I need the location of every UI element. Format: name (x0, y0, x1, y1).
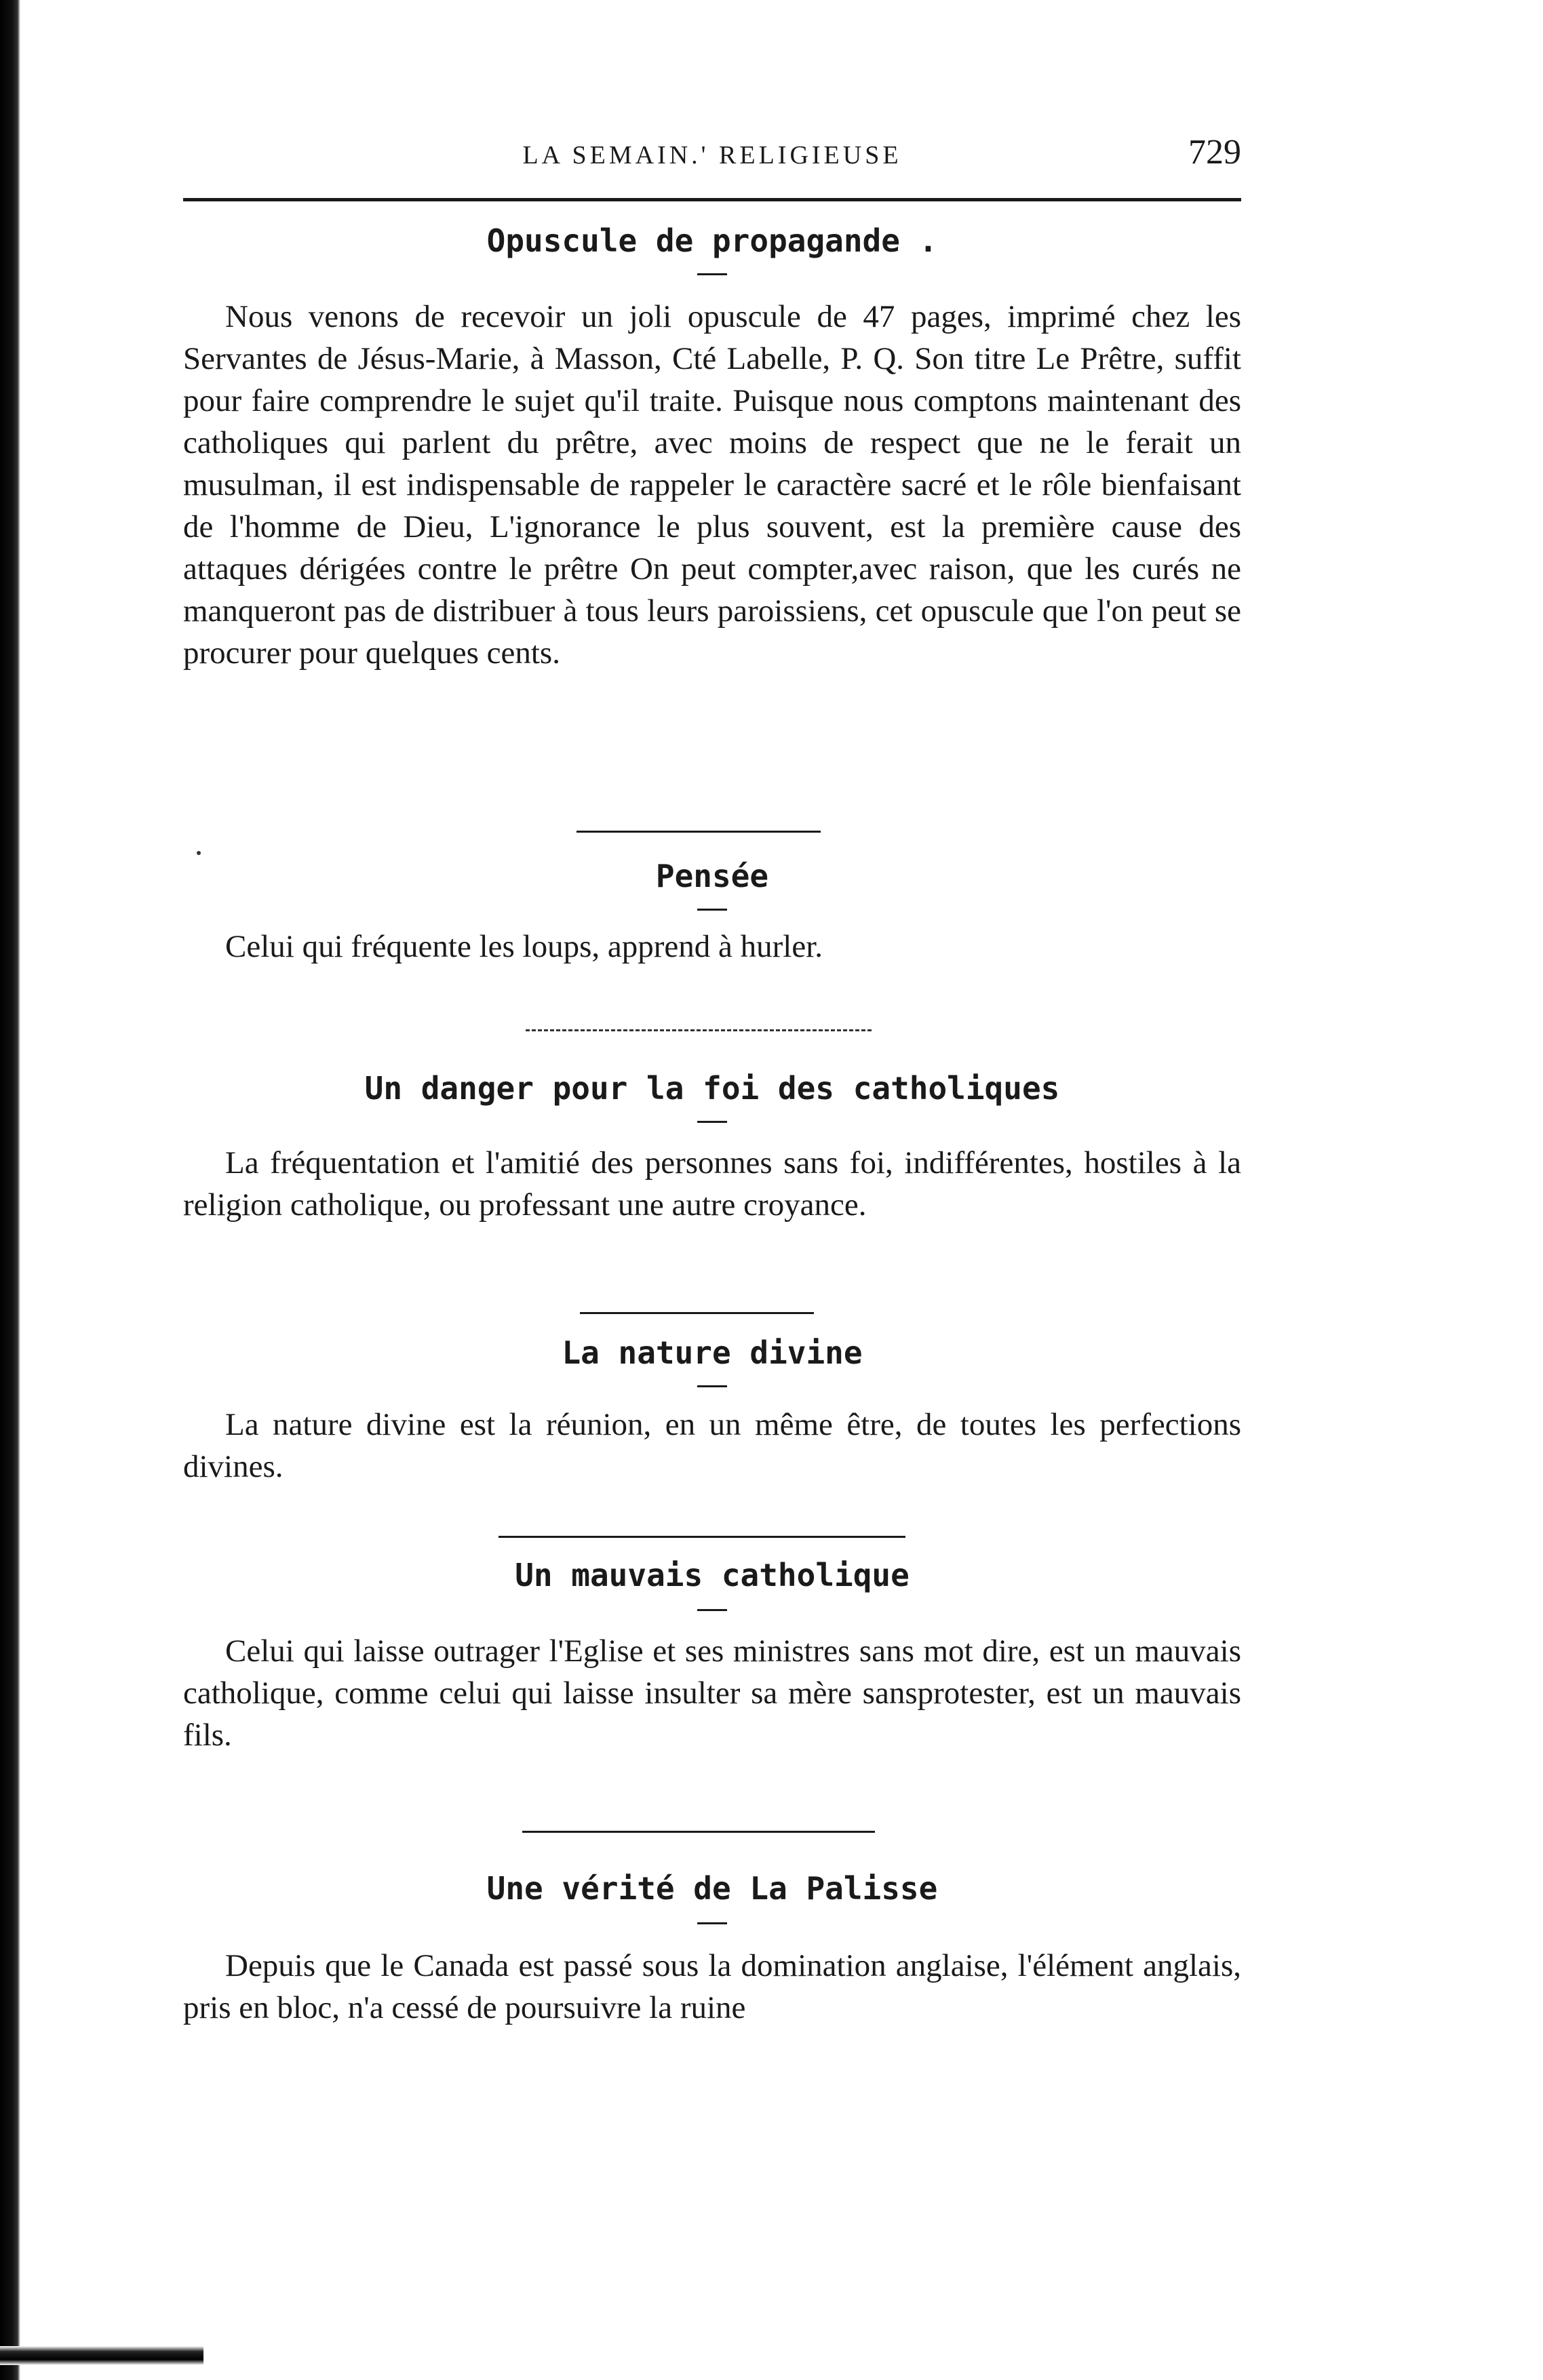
ink-speck (197, 851, 201, 855)
section-text: Celui qui fréquente les loups, apprend à hurler. (225, 929, 823, 964)
title-dash (697, 1385, 727, 1387)
section-separator (499, 1536, 905, 1538)
section-danger (183, 1068, 1241, 1226)
title-dash (697, 273, 727, 275)
section-title: Pensée (655, 858, 769, 894)
section-separator (526, 1029, 872, 1031)
page (183, 0, 1241, 2380)
section-title: La nature divine (562, 1334, 863, 1371)
section-text: La nature divine est la réunion, en un même être, de toutes les perfections divines. (183, 1407, 1241, 1484)
section-separator (577, 831, 821, 833)
page-number: 729 (1188, 133, 1241, 172)
section-title: Opuscule de propagande . (486, 222, 938, 259)
title-dash (697, 1922, 727, 1924)
section-title: Une vérité de La Palisse (486, 1870, 938, 1907)
running-title: LA SEMAIN.' RELIGIEUSE (522, 141, 902, 170)
page-edge-shadow (0, 2346, 203, 2365)
section-verite-palisse (183, 1868, 1241, 2029)
section-text: Celui qui laisse outrager l'Eglise et ses ministres sans mot dire, est un mauvais catholique, comme celui qui laisse insulter sa mère sansprotester, est un mauvais fils. (183, 1633, 1241, 1753)
running-head (183, 132, 1241, 173)
section-text: La fréquentation et l'amitié des personnes sans foi, indifférentes, hostiles à la religion catholique, ou professant une autre croyance. (183, 1145, 1241, 1223)
section-nature-divine (183, 1332, 1241, 1488)
section-separator (522, 1831, 875, 1833)
section-text: Depuis que le Canada est passé sous la domination anglaise, l'élément anglais, pris en bloc, n'a cessé de poursuivre la ruine (183, 1948, 1241, 2025)
title-dash (697, 1121, 727, 1123)
title-dash (697, 909, 727, 911)
section-text: Nous venons de recevoir un joli opuscule de 47 pages, imprimé chez les Servantes de Jésus-Marie, à Masson, Cté Labelle, P. Q. Son titre Le Prêtre, suffit pour faire comprendre le sujet qu'il traite. Puisque nous comptons maintenant des catholiques qui parlent du prêtre, avec moins de respect que ne le ferait un musulman, il est indispensable de rappeler le caractère sacré et le rôle bienfaisant de l'homme de Dieu, L'ignorance le plus souvent, est la première cause des attaques dérigées contre le prêtre On peut compter,avec raison, que les curés ne manqueront pas de distribuer à tous leurs paroissiens, cet opuscule que l'on peut se procurer pour quelques cents. (183, 299, 1241, 671)
section-title: Un danger pour la foi des catholiques (364, 1070, 1060, 1107)
title-dash (697, 1609, 727, 1611)
section-opuscule (183, 220, 1241, 674)
section-title: Un mauvais catholique (515, 1557, 910, 1593)
section-separator (580, 1312, 814, 1314)
header-rule (183, 198, 1241, 201)
section-pensee (183, 856, 1241, 968)
section-mauvais-catholique (183, 1555, 1241, 1756)
book-spine-shadow (0, 0, 20, 2380)
